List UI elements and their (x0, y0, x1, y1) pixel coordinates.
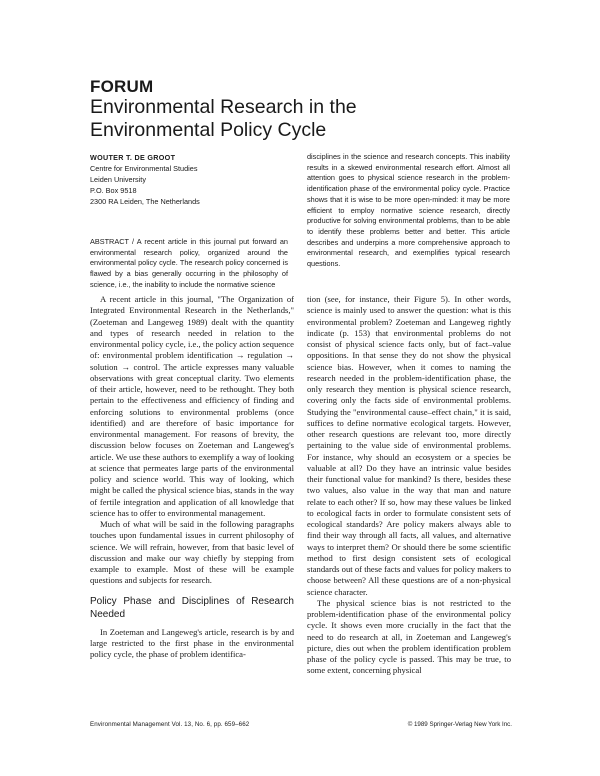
author-city: 2300 RA Leiden, The Netherlands (90, 197, 200, 206)
author-name: WOUTER T. DE GROOT (90, 153, 176, 162)
abstract-right: disciplines in the science and research concepts. This inability results in a skewed environmental research effort. Almost all attention goes to physical science research in the problem-identification phase of the environmental policy cycle. Practice shows that it is wise to be more open-minded: it may be more efficient to employ normative science research, directly productive for solving environmental problems, than to be able to identify these problems better and better. This article describes and underpins a more comprehensive approach to environmental research, and exemplifies typical research questions. (307, 152, 510, 269)
author-po-box: P.O. Box 9518 (90, 186, 137, 195)
author-block (90, 152, 285, 207)
body-paragraph: In Zoeteman and Langeweg's article, research is by and large restricted to the first phase in the environmental policy cycle, the phase of problem identifica- (90, 626, 294, 659)
body-paragraph: tion (see, for instance, their Figure 5). In other words, science is mainly used to answer the question: what is this environmental problem? Zoeteman and Langeweg rightly indicate (p. 153) that environmental problems do not consist of physical science facts only, but of fact–value oppositions. In that sense they do not show the physical science bias. However, when it comes to naming the research needed in the problem-identification phase, the only research they mention is physical science research, covering only the facts side of environmental problems. Studying the "environmental cause–effect chain," it is said, suffices to define normative ecological targets. However, other research questions are relevant too, more directly pertaining to the value side of environmental problems. For instance, why should an ecosystem or a species be valuable at all? Do they have an intrinsic value besides their functional value for mankind? Is there, besides these two values, also value in the way that man and nature relate to each other? If so, how may these values be linked to ecological facts in order to formulate consistent sets of ecological standards? Are policy makers always able to find their way through all facts, all values, and alternative ways to interpret them? Or should there be some scientific method to first design consistent sets of ecological standards out of these facts and values for policy makers to choose between? All these questions are of a non-physical science character. (307, 294, 511, 597)
body-column-right (307, 294, 511, 677)
author-university: Leiden University (90, 175, 146, 184)
body-paragraph: A recent article in this journal, "The Organization of Integrated Environmental Research in the Netherlands," (Zoeteman and Langeweg 1989) dealt with the quantity and types of research needed in relation to the environmental policy cycle, i.e., the policy action sequence of: environmental problem identification → regulation → solution → control. The article expresses many valuable observations with great conceptual clarity. Two elements of their article, however, need to be rethought. They both pertain to the effectiveness and efficiency of finding and enforcing solutions to environmental problems (once identified) and are therefore of basic importance for environmental management. For reasons of brevity, the discussion below focuses on Zoeteman and Langeweg's article. We use these authors to exemplify a way of looking at science that permeates large parts of the environmental policy and science world. This way of looking, which might be called the physical science bias, stands in the way of fertile integration and application of all knowledge that science has to offer to environmental management. (90, 294, 294, 518)
body-paragraph: Much of what will be said in the following paragraphs touches upon fundamental issues in current philosophy of science. We will refrain, however, from that basic level of discussion and make our way chiefly by stepping from example to example. Most of these will be example questions and subjects for research. (90, 519, 294, 586)
article-title: Environmental Research in the Environmental Policy Cycle (90, 96, 357, 141)
body-column-left (90, 294, 294, 660)
section-heading: Policy Phase and Disciplines of Research Needed (90, 595, 294, 620)
abstract-left: ABSTRACT / A recent article in this journal put forward an environmental research policy, organized around the environmental policy cycle. The research policy concerned is flawed by a bias generally occurring in the philosophy of science, i.e., the inability to include the normative science (90, 237, 288, 289)
footer-journal: Environmental Management Vol. 13, No. 6, pp. 659–662 (90, 721, 250, 728)
footer-copyright: © 1989 Springer-Verlag New York Inc. (407, 721, 512, 728)
section-label: FORUM (90, 77, 154, 96)
body-paragraph: The physical science bias is not restricted to the problem-identification phase of the environmental policy cycle. It shows even more crucially in the fact that the need to do research at all, in Zoeteman and Langeweg's picture, dies out when the problem identification problem phase of the policy cycle is passed. This may be true, to some extent, concerning physical (307, 597, 511, 676)
author-affiliation: Centre for Environmental Studies (90, 164, 198, 173)
